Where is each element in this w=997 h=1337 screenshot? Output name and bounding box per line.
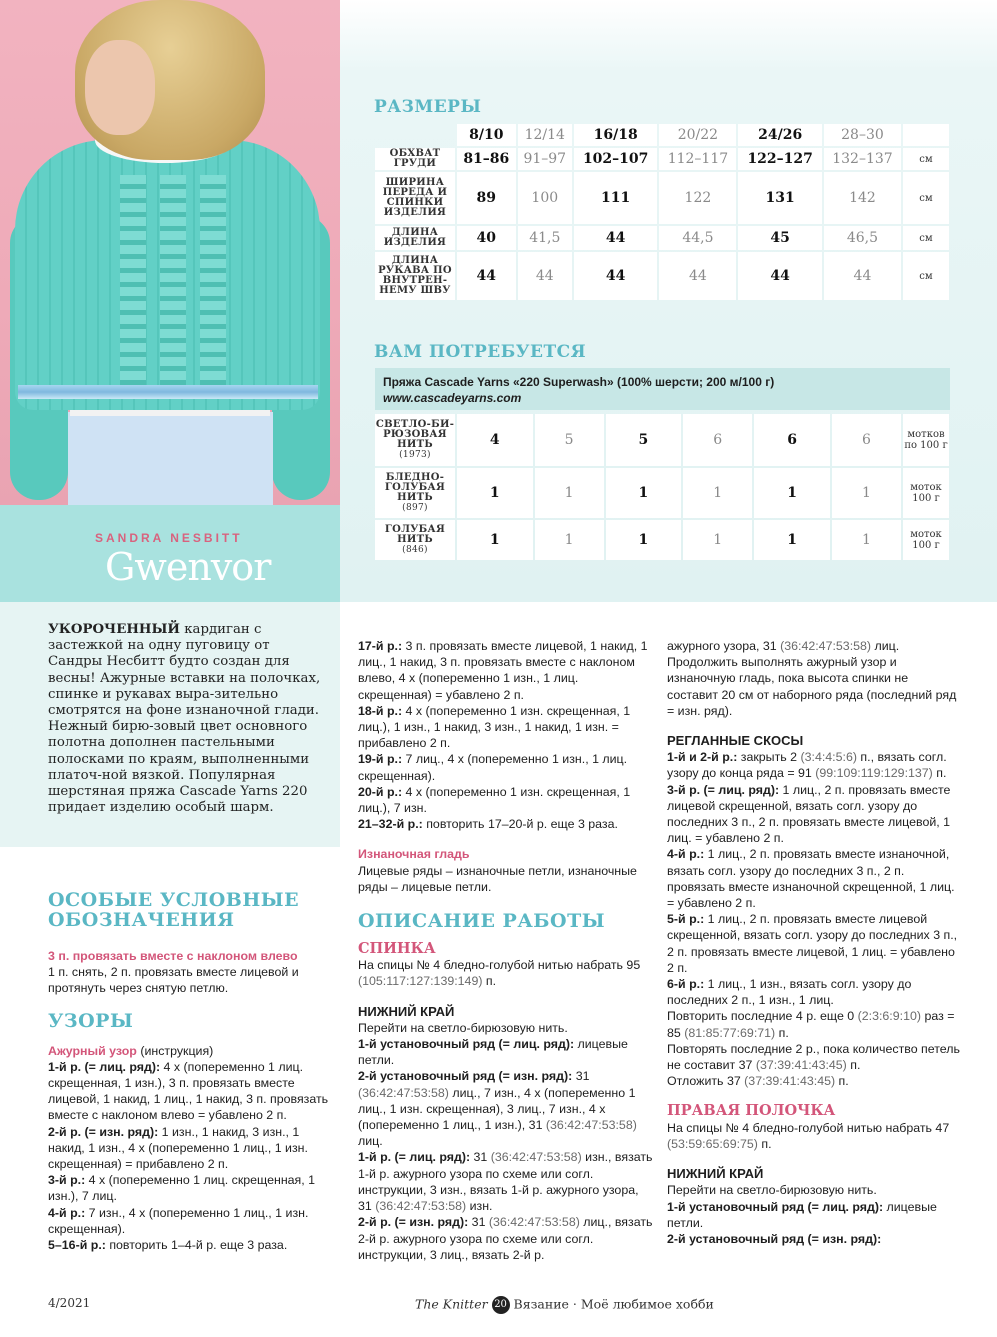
table-cell: 41,5	[518, 226, 572, 250]
table-cell: 1	[535, 468, 604, 518]
table-cell: 1	[754, 468, 830, 518]
table-cell: 112–117	[659, 148, 736, 170]
table-cell: 4	[457, 414, 533, 466]
table-cell: 142	[824, 172, 901, 224]
table-cell: 44	[457, 252, 516, 300]
table-cell: 131	[738, 172, 821, 224]
yarn-url[interactable]: www.cascadeyarns.com	[383, 391, 522, 405]
sizes-heading: РАЗМЕРЫ	[374, 97, 482, 117]
size-header: 16/18	[574, 124, 657, 146]
row-label: ОБХВАТ ГРУДИ	[375, 148, 455, 170]
table-cell: 1	[754, 520, 830, 560]
column-1: ОСОБЫЕ УСЛОВНЫЕ ОБОЗНАЧЕНИЯ 3 п. провязать вместе с наклоном влево 1 п. снять, 2 п. провязать вместе лицевой и протянуть через снятую петлю. УЗОРЫ Ажурный узор (инструкция) 1-й р. (= лиц. ряд): 4 х (попеременно 1 лиц. скрещенная, 1 изн.), 3 п. провязать вместе лицевой, 1 накид, 1 лиц., 1 накид, 3 п. провязать вместе с наклоном влево = убавлено 2 п. 2-й р. (= изн. ряд): 1 изн., 1 накид, 3 изн., 1 накид, 1 изн., 4 х (попеременно 1 лиц., 1 изн. скрещенная) = прибавлено 2 п. 3-й р.: 4 х (попеременно 1 лиц. скрещенная, 1 изн.), 7 лиц. 4-й р.: 7 изн., 4 х (попеременно 1 лиц., 1 изн. скрещенная). 5–16-й р.: повторить 1–4-й р. еще 3 раза.	[48, 889, 329, 1253]
unit-cell: моток 100 г	[903, 468, 949, 518]
row-label: ДЛИНА ИЗДЕЛИЯ	[375, 226, 455, 250]
size-header: 12/14	[518, 124, 572, 146]
size-header: 24/26	[738, 124, 821, 146]
table-cell: 6	[683, 414, 752, 466]
unit-cell: моток 100 г	[903, 520, 949, 560]
sizes-table	[373, 122, 951, 302]
table-row	[375, 172, 949, 224]
table-cell: 1	[832, 520, 901, 560]
intro-text: УКОРОЧЕННЫЙ кардиган с застежкой на одну пуговицу от Сандры Несбитт будто создан для весны! Ажурные вставки на полочках, спинке и рукавах выра-зительно смотрятся на фоне изнаночной глади. Нежный бирю-зовый цвет основного полотна дополнен пастельными полосками по краям, выполненными платоч-ной вязкой. Популярная шерстяная пряжа Cascade Yarns 220 придает изделию особый шарм.	[48, 622, 321, 816]
row-label: ГОЛУБАЯ НИТЬ (846)	[375, 520, 455, 560]
table-cell: 45	[738, 226, 821, 250]
table-cell: 40	[457, 226, 516, 250]
table-row	[375, 148, 949, 170]
table-cell: 44	[824, 252, 901, 300]
row-label: БЛЕДНО-ГОЛУБАЯ НИТЬ (897)	[375, 468, 455, 518]
column-3: ажурного узора, 31 (36:42:47:53:58) лиц. Продолжить выполнять ажурный узор и изнаночную гладь, пока высота спинки не составит 20 см от наборного ряда (последний ряд = изн. ряд). РЕГЛАННЫЕ СКОСЫ 1-й и 2-й р.: закрыть 2 (3:4:4:5:6) п., вязать согл. узору до конца ряда = 91 (99:109:119:129:137) п. 3-й р. (= лиц. ряд): 1 лиц., 2 п. провязать вместе лицевой скрещенной, вязать согл. узору до последних 3 п., 2 п. провязать вместе лицевой, 1 лиц. = убавлено 2 п. 4-й р.: 1 лиц., 2 п. провязать вместе изнаночной, вязать согл. узору до последних 3 п., 2 п. провязать вместе изнаночной скрещенной, 1 лиц. = убавлено 2 п. 5-й р.: 1 лиц., 2 п. провязать вместе лицевой скрещенной, вязать согл. узору до последних 3 п., 2 п. провязать вместе лицевой, 1 лиц. = убавлено 2 п. 6-й р.: 1 лиц., 1 изн., вязать согл. узору до последних 2 п., 1 изн., 1 лиц. Повторить последние 4 р. еще 0 (2:3:6:9:10) раз = 85 (81:85:77:69:71) п. Повторять последние 2 р., пока количество петель не составит 37 (37:39:41:43:45) п. Отложить 37 (37:39:41:43:45) п. ПРАВАЯ ПОЛОЧКА На спицы № 4 бледно-голубой нитью набрать 47 (53:59:65:69:75) п. НИЖНИЙ КРАЙ Перейти на светло-бирюзовую нить. 1-й установочный ряд (= лиц. ряд): лицевые петли. 2-й установочный ряд (= изн. ряд):	[667, 639, 960, 1246]
author-name: SANDRA NESBITT	[95, 531, 243, 545]
table-cell: 111	[574, 172, 657, 224]
table-cell: 1	[606, 468, 682, 518]
table-cell: 89	[457, 172, 516, 224]
unit-cell: см	[903, 226, 949, 250]
table-row	[375, 252, 949, 300]
yarn-name: Пряжа Cascade Yarns «220 Superwash» (100% шерсти; 200 м/100 г)	[383, 375, 775, 389]
table-cell: 5	[535, 414, 604, 466]
column-2: 17-й р.: 3 п. провязать вместе лицевой, 1 накид, 1 лиц., 1 накид, 3 п. провязать вместе с наклоном влево, 4 х (попеременно 1 изн., 1 лиц. скрещенная) = убавлено 2 п. 18-й р.: 4 х (попеременно 1 изн. скрещенная, 1 лиц.), 1 изн., 1 накид, 3 изн., 1 накид, 1 изн. = прибавлено 2 п. 19-й р.: 7 лиц., 4 х (попеременно 1 изн., 1 лиц. скрещенная). 20-й р.: 4 х (попеременно 1 изн. скрещенная, 1 лиц.), 7 изн. 21–32-й р.: повторить 17–20-й р. еще 3 раза. Изнаночная гладь Лицевые ряды – изнаночные петли, изнаночные ряды – лицевые петли. ОПИСАНИЕ РАБОТЫ СПИНКА На спицы № 4 бледно-голубой нитью набрать 95 (105:117:127:139:149) п. НИЖНИЙ КРАЙ Перейти на светло-бирюзовую нить. 1-й установочный ряд (= лиц. ряд): лицевые петли. 2-й установочный ряд (= изн. ряд): 31 (36:42:47:53:58) лиц., 7 изн., 4 х (попеременно 1 лиц., 1 изн. скрещенная), 3 лиц., 7 изн., 4 х (попеременно 1 лиц., 1 изн.), 31 (36:42:47:53:58) лиц. 1-й р. (= лиц. ряд): 31 (36:42:47:53:58) изн., вязать 1-й р. ажурного узора по схеме или согл. инструкции, 3 изн., вязать 1-й р. ажурного узора, 31 (36:42:47:53:58) изн. 2-й р. (= изн. ряд): 31 (36:42:47:53:58) лиц., вязать 2-й р. ажурного узора по схеме или согл. инструкции, 3 лиц., вязать 2-й р.	[358, 639, 653, 1262]
table-cell: 44,5	[659, 226, 736, 250]
issue-number: 4/2021	[48, 1296, 91, 1310]
table-cell: 1	[457, 468, 533, 518]
table-cell: 6	[832, 414, 901, 466]
table-cell: 102–107	[574, 148, 657, 170]
table-cell: 44	[574, 226, 657, 250]
table-cell: 46,5	[824, 226, 901, 250]
table-cell: 81–86	[457, 148, 516, 170]
table-cell: 122	[659, 172, 736, 224]
table-row	[375, 520, 949, 560]
row-label: ШИРИНА ПЕРЕДА И СПИНКИ ИЗДЕЛИЯ	[375, 172, 455, 224]
unit-cell: см	[903, 148, 949, 170]
cover-photo	[0, 0, 340, 505]
magazine-footer: The Knitter 20 Вязание · Моё любимое хобби	[415, 1296, 714, 1314]
row-label: ДЛИНА РУКАВА ПО ВНУТРЕН-НЕМУ ШВУ	[375, 252, 455, 300]
table-cell: 44	[518, 252, 572, 300]
size-header: 8/10	[457, 124, 516, 146]
page-number: 20	[492, 1296, 510, 1314]
title-banner	[0, 505, 340, 602]
table-cell: 1	[683, 520, 752, 560]
row-label: СВЕТЛО-БИ-РЮЗОВАЯ НИТЬ (1973)	[375, 414, 455, 466]
size-header: 28–30	[824, 124, 901, 146]
table-cell: 44	[574, 252, 657, 300]
table-cell: 44	[738, 252, 821, 300]
table-cell: 100	[518, 172, 572, 224]
table-cell: 122–127	[738, 148, 821, 170]
yarn-info	[375, 368, 950, 410]
materials-heading: ВАМ ПОТРЕБУЕТСЯ	[374, 342, 587, 362]
table-row	[375, 468, 949, 518]
corner-cell	[375, 124, 455, 146]
table-cell: 1	[832, 468, 901, 518]
pattern-title: Gwenvor	[105, 545, 271, 589]
table-cell: 1	[535, 520, 604, 560]
table-cell: 44	[659, 252, 736, 300]
table-cell: 6	[754, 414, 830, 466]
unit-cell: см	[903, 172, 949, 224]
table-cell: 5	[606, 414, 682, 466]
table-cell: 1	[606, 520, 682, 560]
size-header: 20/22	[659, 124, 736, 146]
table-row	[375, 414, 949, 466]
unit-cell: мотков по 100 г	[903, 414, 949, 466]
yarn-table	[373, 412, 951, 562]
unit-header	[903, 124, 949, 146]
table-cell: 1	[683, 468, 752, 518]
table-cell: 132–137	[824, 148, 901, 170]
table-cell: 91–97	[518, 148, 572, 170]
table-row	[375, 226, 949, 250]
unit-cell: см	[903, 252, 949, 300]
table-cell: 1	[457, 520, 533, 560]
